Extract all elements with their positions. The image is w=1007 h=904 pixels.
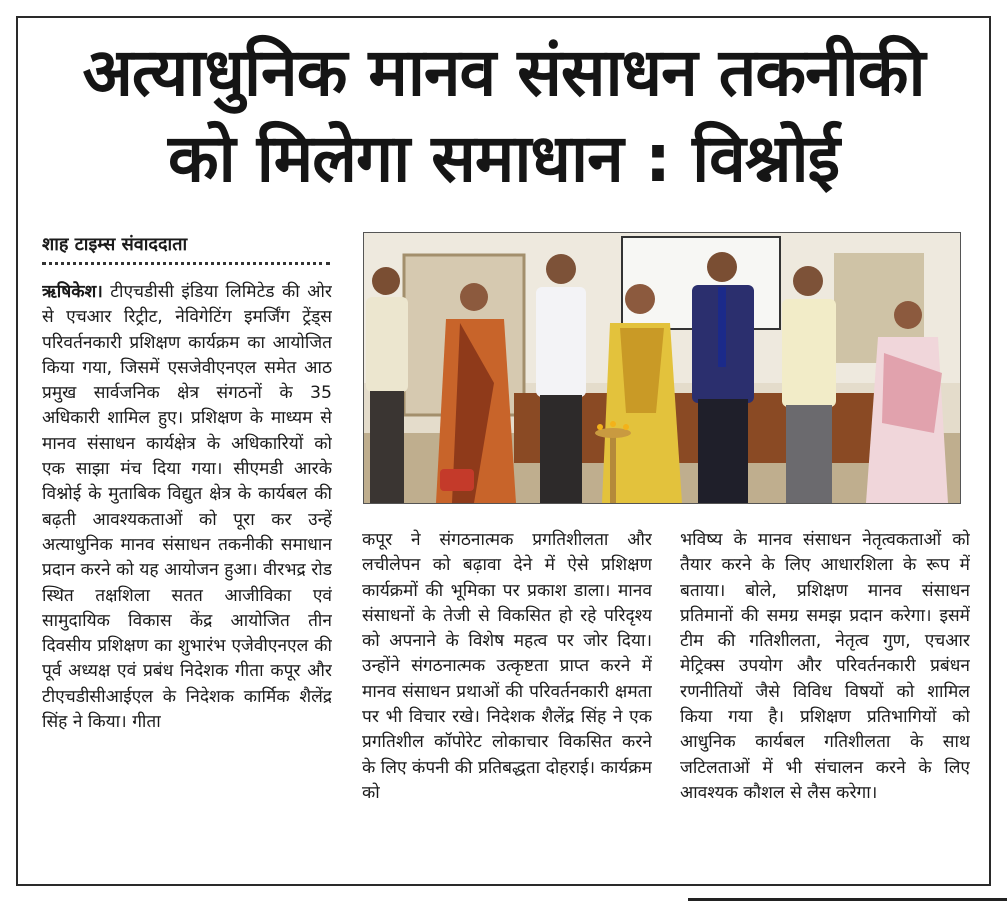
person-3 bbox=[536, 254, 586, 503]
article-column-1 bbox=[42, 280, 332, 860]
headline-line-2: को मिलेगा समाधान : विश्नोई bbox=[167, 120, 840, 197]
footer-rule bbox=[688, 898, 1007, 901]
column-1-text: टीएचडीसी इंडिया लिमिटेड की ओर से एचआर रिट्रीट, नेविगेटिंग इमर्जिंग ट्रेंड्स परिवर्तनकारी प्रशिक्षण कार्यक्रम का आयोजित किया गया, जिसमें एसजेवीएनएल समेत आठ प्रमुख सार्वजनिक क्षेत्र संगठनों के 35 अधिकारी शामिल हुए। प्रशिक्षण के माध्यम से मानव संसाधन कार्यक्षेत्र के अधिकारियों को एक साझा मंच दिया गया। सीएमडी आरके विश्नोई के मुताबिक विद्युत क्षेत्र के कार्यबल की बढ़ती आवश्यकताओं को पूरा कर उन्हें अत्याधुनिक मानव संसाधन तकनीकी समाधान प्रदान करने को यह आयोजन हुआ। वीरभद्र रोड स्थित तक्षशिला सतत आजीविका एवं सामुदायिक विकास केंद्र आयोजित तीन दिवसीय प्रशिक्षण का शुभारंभ एजेवीएनएल की पूर्व अध्यक्ष एवं प्रबंध निदेशक गीता कपूर और टीएचडीसीआईएल के निदेशक कार्मिक शैलेंद्र सिंह ने किया। गीता bbox=[42, 282, 332, 733]
person-6 bbox=[782, 266, 836, 503]
dateline: ऋषिकेश। bbox=[42, 282, 103, 302]
article-column-2: कपूर ने संगठनात्मक प्रगतिशीलता और लचीलेपन को बढ़ावा देने में ऐसे प्रशिक्षण कार्यक्रमों की भूमिका पर प्रकाश डाला। मानव संसाधनों के तेजी से विकसित हो रहे परिदृश्य को अपनाने के विशेष महत्व पर जोर दिया। उन्होंने संगठनात्मक उत्कृष्टता प्राप्त करने में मानव संसाधन प्रथाओं की परिवर्तनकारी क्षमता पर भी विचार रखे। निदेशक शैलेंद्र सिंह ने एक प्रगतिशील कॉपोरेट लोकाचार विकसित करने के लिए कंपनी की प्रतिबद्धता दोहराई। कार्यक्रम को bbox=[362, 530, 652, 803]
group-photo bbox=[363, 232, 961, 504]
group-photo-illustration bbox=[364, 233, 961, 504]
byline-divider bbox=[42, 262, 330, 265]
red-object bbox=[440, 469, 474, 491]
person-1 bbox=[366, 267, 408, 503]
article-column-3: भविष्य के मानव संसाधन नेतृत्वकताओं को तैयार करने के लिए आधारशिला के रूप में बताया। बोले, प्रशिक्षण मानव संसाधन प्रतिमानों की समग्र समझ प्रदान करेगा। इसमें टीम की गतिशीलता, नेतृत्व गुण, एचआर मेट्रिक्स उपयोग और परिवर्तनकारी प्रबंधन रणनीतियों जैसे विविध विषयों को शामिल किया गया है। प्रशिक्षण प्रतिभागियों को आधुनिक कार्यबल गतिशीलता के साथ जटिलताओं में भी संचालन करने के लिए आवश्यक कौशल से लैस करेगा। bbox=[680, 530, 970, 803]
headline-line-1: अत्याधुनिक मानव संसाधन तकनीकी bbox=[82, 34, 925, 111]
person-5 bbox=[692, 252, 754, 503]
headline bbox=[20, 30, 987, 202]
byline: शाह टाइम्स संवाददाता bbox=[42, 234, 188, 255]
